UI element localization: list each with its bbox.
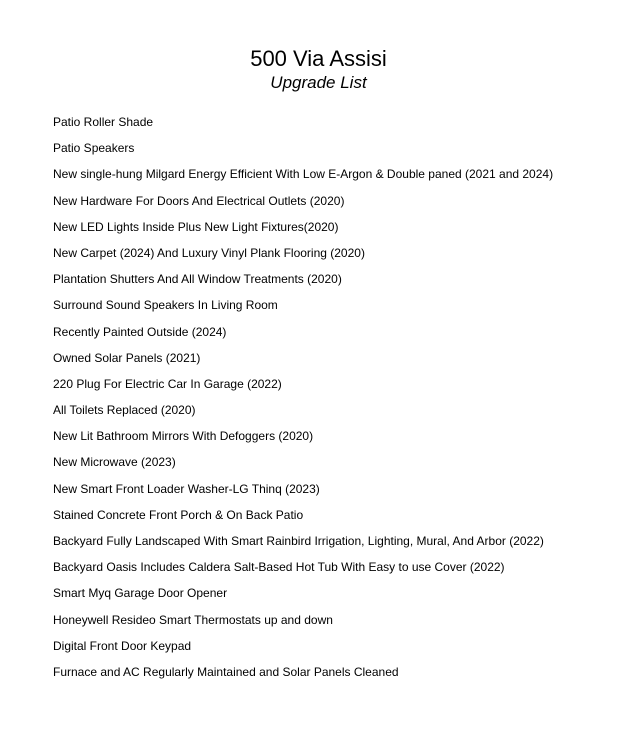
- list-item: Furnace and AC Regularly Maintained and Solar Panels Cleaned: [53, 664, 399, 679]
- list-item: New Smart Front Loader Washer-LG Thinq (2023): [53, 481, 320, 496]
- list-item: Stained Concrete Front Porch & On Back Patio: [53, 507, 304, 522]
- list-item: New Carpet (2024) And Luxury Vinyl Plank Flooring (2020): [53, 245, 365, 260]
- list-item: 220 Plug For Electric Car In Garage (2022): [53, 376, 282, 391]
- upgrade-list: [53, 113, 623, 689]
- document-title: 500 Via Assisi: [250, 46, 387, 71]
- list-item: Backyard Oasis Includes Caldera Salt-Based Hot Tub With Easy to use Cover (2022): [53, 560, 505, 575]
- list-item: Patio Speakers: [53, 141, 135, 156]
- list-item: New LED Lights Inside Plus New Light Fixtures(2020): [53, 219, 339, 234]
- list-item: Digital Front Door Keypad: [53, 638, 192, 653]
- list-item: Patio Roller Shade: [53, 115, 154, 129]
- list-item: New single-hung Milgard Energy Efficient With Low E-Argon & Double paned (2021 and 2024): [53, 167, 554, 182]
- list-item: All Toilets Replaced (2020): [53, 403, 196, 418]
- list-item: Honeywell Resideo Smart Thermostats up and down: [53, 612, 333, 627]
- list-item: Smart Myq Garage Door Opener: [53, 586, 228, 601]
- list-item: New Lit Bathroom Mirrors With Defoggers (2020): [53, 429, 314, 444]
- list-item: Backyard Fully Landscaped With Smart Rainbird Irrigation, Lighting, Mural, And Arbor (2022): [53, 534, 544, 548]
- list-item: New Microwave (2023): [53, 455, 176, 470]
- list-item: Owned Solar Panels (2021): [53, 350, 201, 365]
- list-item: Surround Sound Speakers In Living Room: [53, 298, 278, 313]
- list-item: Plantation Shutters And All Window Treatments (2020): [53, 272, 342, 287]
- document-subtitle: Upgrade List: [270, 73, 367, 92]
- list-item: Recently Painted Outside (2024): [53, 324, 227, 339]
- list-item: New Hardware For Doors And Electrical Outlets (2020): [53, 193, 345, 208]
